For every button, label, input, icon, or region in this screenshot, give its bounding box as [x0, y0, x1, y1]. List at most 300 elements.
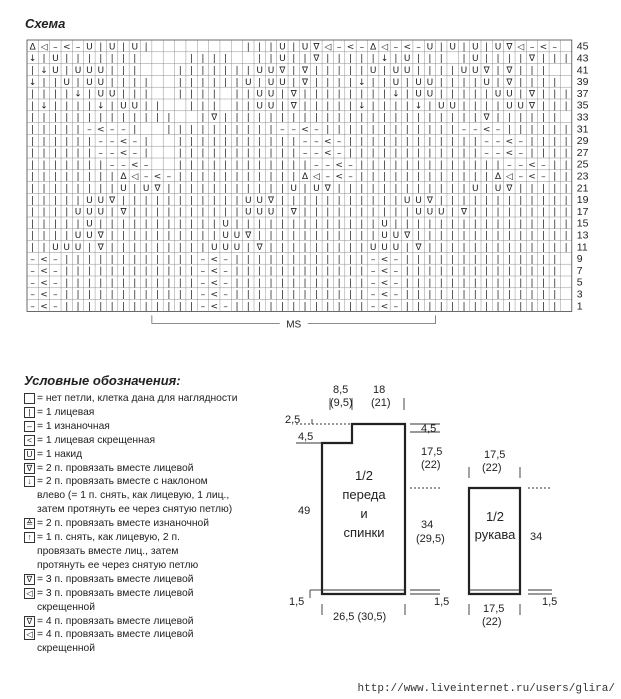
chart-cell-symbol: – [53, 254, 58, 265]
legend-text: = 2 п. провязать вместе с наклоном [37, 476, 208, 488]
chart-cell-symbol: | [53, 195, 57, 206]
chart-cell-symbol: | [348, 243, 352, 254]
chart-cell-symbol: | [428, 54, 432, 65]
chart-cell-symbol: | [394, 125, 398, 136]
chart-cell-symbol: | [76, 266, 80, 277]
legend-symbol: ↑ [24, 532, 35, 543]
dim-9-5: (9,5) [330, 397, 353, 409]
chart-cell-symbol: | [371, 125, 375, 136]
chart-cell-symbol: | [530, 290, 534, 301]
chart-cell-symbol: – [109, 125, 115, 136]
chart-cell-symbol: | [439, 66, 443, 77]
chart-cell-symbol: | [76, 278, 80, 289]
chart-cell-symbol: – [200, 278, 206, 289]
chart-cell-symbol: | [462, 266, 466, 277]
body-label-1: 1/2 [354, 468, 374, 483]
legend-symbol: ◁ [24, 629, 35, 640]
chart-cell-symbol: | [87, 89, 91, 100]
chart-cell-symbol: | [451, 125, 455, 136]
chart-cell-symbol: | [553, 113, 557, 124]
chart-cell-symbol: | [133, 54, 137, 65]
chart-cell-symbol: | [292, 66, 296, 77]
chart-cell-symbol: | [269, 172, 273, 183]
chart-cell-symbol: – [53, 302, 58, 313]
chart-cell-symbol: – [393, 42, 399, 53]
chart-cell-symbol: | [144, 89, 148, 100]
chart-cell-symbol: ◁ [505, 172, 513, 183]
chart-cell-symbol: | [258, 254, 262, 265]
chart-cell-symbol: | [178, 160, 182, 171]
chart-cell-symbol: ∇ [506, 77, 513, 88]
dim-21: (21) [371, 397, 391, 409]
chart-cell-symbol: < [40, 290, 48, 301]
chart-cell-symbol: | [235, 207, 239, 218]
chart-cell-symbol: | [314, 89, 318, 100]
chart-cell-symbol: | [190, 290, 194, 301]
legend-item [24, 531, 274, 545]
dim-34-sleeve: 34 [530, 531, 543, 543]
chart-cell-symbol: | [269, 184, 273, 195]
legend-text: = 1 изнаночная [37, 420, 110, 432]
chart-cell-symbol: | [303, 302, 307, 313]
chart-cell-symbol: ∇ [426, 195, 433, 206]
chart-cell-symbol: | [428, 113, 432, 124]
ms-label: MS [286, 319, 302, 331]
chart-cell-symbol: < [97, 125, 105, 136]
chart-cell-symbol: | [201, 125, 205, 136]
chart-cell-symbol: | [201, 136, 205, 147]
chart-cell-symbol: | [167, 231, 171, 242]
chart-cell-symbol: | [258, 42, 262, 53]
chart-cell-symbol: | [451, 89, 455, 100]
chart-cell-symbol: | [156, 278, 160, 289]
chart-cell-symbol: ∇ [154, 184, 161, 195]
chart-cell-symbol: | [99, 160, 103, 171]
chart-cell-symbol: | [428, 290, 432, 301]
chart-cell-symbol: U [494, 42, 502, 53]
row-number: 17 [576, 205, 589, 218]
chart-cell-symbol: | [167, 125, 171, 136]
chart-cell-symbol: | [65, 231, 69, 242]
chart-cell-symbol: | [553, 243, 557, 254]
chart-cell-symbol: U [403, 195, 411, 206]
chart-cell-symbol: | [530, 77, 534, 88]
chart-cell-symbol: – [132, 136, 138, 147]
legend-text: скрещенной [37, 601, 96, 613]
row-number: 9 [576, 253, 583, 266]
chart-cell-symbol: | [485, 219, 489, 230]
chart-cell-symbol: U [472, 42, 479, 53]
chart-cell-symbol: | [201, 89, 205, 100]
chart-cell-symbol: U [86, 66, 93, 77]
chart-cell-symbol: | [235, 66, 239, 77]
chart-cell-symbol: | [383, 184, 387, 195]
chart-cell-symbol: | [235, 113, 239, 124]
chart-cell-symbol: | [167, 302, 171, 313]
chart-cell-symbol: < [346, 42, 355, 53]
legend-symbol: < [24, 435, 35, 446]
chart-cell-symbol: | [235, 148, 239, 159]
chart-cell-symbol: | [371, 77, 375, 88]
chart-cell-symbol: | [280, 195, 284, 206]
chart-cell-symbol: | [269, 160, 273, 171]
chart-cell-symbol: – [518, 172, 523, 183]
chart-cell-symbol: U [86, 219, 93, 230]
chart-cell-symbol: ∇ [302, 77, 309, 88]
chart-cell-symbol: | [507, 254, 511, 265]
chart-cell-symbol: | [348, 184, 352, 195]
chart-cell-symbol: – [393, 290, 399, 301]
chart-cell-symbol: – [552, 42, 558, 53]
chart-cell-symbol: | [121, 219, 125, 230]
chart-cell-symbol: < [528, 172, 536, 183]
chart-cell-symbol: | [462, 101, 466, 112]
chart-cell-symbol: | [133, 219, 137, 230]
body-label-3: и [360, 506, 368, 521]
chart-cell-symbol: | [462, 148, 466, 159]
chart-cell-symbol: | [224, 207, 228, 218]
chart-cell-symbol: | [144, 266, 148, 277]
chart-cell-symbol: | [31, 101, 35, 112]
chart-cell-symbol: | [53, 77, 57, 88]
chart-cell-symbol: | [65, 148, 69, 159]
chart-cell-symbol: – [143, 160, 149, 171]
chart-cell-symbol: | [121, 195, 125, 206]
chart-cell-symbol: – [53, 266, 58, 277]
chart-cell-symbol: | [31, 66, 35, 77]
chart-cell-symbol: | [87, 160, 91, 171]
chart-cell-symbol: | [76, 125, 80, 136]
chart-cell-symbol: U [494, 184, 502, 195]
chart-cell-symbol: – [280, 125, 285, 136]
chart-cell-symbol: | [337, 254, 341, 265]
chart-cell-symbol: ∇ [313, 54, 320, 65]
chart-cell-symbol: | [405, 113, 409, 124]
chart-cell-symbol: | [451, 66, 455, 77]
watermark: http://www.liveinternet.ru/users/glira/ [357, 683, 615, 695]
chart-cell-symbol: | [485, 254, 489, 265]
chart-cell-symbol: | [65, 54, 69, 65]
chart-cell-symbol: | [371, 184, 375, 195]
chart-cell-symbol: – [336, 42, 342, 53]
chart-cell-symbol: ↓ [28, 77, 37, 88]
chart-cell-symbol: ∇ [120, 207, 127, 218]
chart-cell-symbol: | [144, 290, 148, 301]
chart-cell-symbol: | [303, 113, 307, 124]
chart-cell-symbol: | [462, 302, 466, 313]
chart-cell-symbol: ∇ [324, 184, 331, 195]
chart-cell-symbol: | [485, 54, 489, 65]
chart-cell-symbol: | [473, 266, 477, 277]
chart-cell-symbol: | [201, 54, 205, 65]
chart-cell-symbol: U [131, 42, 139, 53]
dim-26-5: 26,5 (30,5) [333, 611, 387, 623]
chart-cell-symbol: | [121, 42, 125, 53]
chart-cell-symbol: – [541, 160, 546, 171]
chart-cell-symbol: | [292, 113, 296, 124]
chart-cell-symbol: | [76, 101, 80, 112]
chart-cell-symbol: | [269, 125, 273, 136]
chart-cell-symbol: | [541, 231, 545, 242]
chart-cell-symbol: | [541, 184, 545, 195]
chart-cell-symbol: | [337, 101, 341, 112]
chart-cell-symbol: U [120, 101, 127, 112]
chart-cell-symbol: | [121, 266, 125, 277]
chart-cell-symbol: | [405, 101, 409, 112]
chart-cell-symbol: | [235, 254, 239, 265]
chart-cell-symbol: | [87, 302, 91, 313]
chart-cell-symbol: | [212, 172, 216, 183]
chart-cell-symbol: ∇ [415, 243, 422, 254]
chart-cell-symbol: | [485, 278, 489, 289]
dim-22-body: (22) [421, 459, 441, 471]
chart-cell-symbol: | [42, 172, 46, 183]
legend-item [24, 434, 274, 448]
chart-cell-symbol: < [40, 266, 48, 277]
chart-cell-symbol: | [541, 101, 545, 112]
chart-cell-symbol: | [53, 207, 57, 218]
chart-cell-symbol: | [405, 77, 409, 88]
chart-cell-symbol: | [178, 89, 182, 100]
chart-cell-symbol: | [326, 66, 330, 77]
chart-cell-symbol: | [417, 184, 421, 195]
chart-cell-symbol: – [200, 290, 206, 301]
chart-cell-symbol: | [428, 254, 432, 265]
chart-cell-symbol: | [428, 231, 432, 242]
chart-cell-symbol: | [76, 136, 80, 147]
chart-cell-symbol: | [201, 184, 205, 195]
row-number: 37 [576, 87, 589, 100]
chart-cell-symbol: | [42, 136, 46, 147]
chart-cell-symbol: | [348, 66, 352, 77]
chart-cell-symbol: | [133, 302, 137, 313]
chart-cell-symbol: | [417, 125, 421, 136]
chart-cell-symbol: | [178, 172, 182, 183]
legend-text: = 1 лицевая скрещенная [37, 434, 156, 446]
dim-22-sleeve-bottom: (22) [482, 616, 502, 628]
chart-cell-symbol: ↓ [40, 101, 48, 112]
chart-cell-symbol: ∇ [97, 243, 104, 254]
chart-cell-symbol: | [87, 278, 91, 289]
chart-cell-symbol: | [42, 89, 46, 100]
chart-cell-symbol: ∇ [211, 113, 218, 124]
chart-cell-symbol: | [439, 243, 443, 254]
chart-cell-symbol: U [74, 231, 82, 242]
chart-cell-symbol: | [280, 278, 284, 289]
chart-cell-symbol: | [258, 302, 262, 313]
chart-cell-symbol: | [121, 302, 125, 313]
chart-cell-symbol: | [167, 254, 171, 265]
chart-cell-symbol: | [553, 195, 557, 206]
chart-cell-symbol: | [439, 302, 443, 313]
chart-cell-symbol: – [325, 172, 331, 183]
chart-cell-symbol: U [256, 89, 263, 100]
chart-cell-symbol: | [348, 148, 352, 159]
chart-cell-symbol: < [210, 254, 219, 265]
chart-cell-symbol: | [178, 184, 182, 195]
chart-cell-symbol: | [314, 290, 318, 301]
chart-cell-symbol: | [246, 101, 250, 112]
chart-cell-symbol: | [439, 89, 443, 100]
chart-cell-symbol: | [541, 290, 545, 301]
chart-cell-symbol: U [142, 184, 150, 195]
chart-cell-symbol: | [473, 89, 477, 100]
chart-cell-symbol: | [439, 184, 443, 195]
chart-cell-symbol: – [495, 148, 501, 159]
chart-cell-symbol: | [428, 125, 432, 136]
chart-cell-symbol: | [519, 195, 523, 206]
chart-cell-symbol: | [439, 231, 443, 242]
chart-cell-symbol: | [519, 254, 523, 265]
chart-cell-symbol: | [178, 231, 182, 242]
chart-cell-symbol: | [530, 148, 534, 159]
chart-cell-symbol: | [439, 278, 443, 289]
chart-cell-symbol: | [428, 101, 432, 112]
chart-cell-symbol: U [267, 89, 275, 100]
chart-cell-symbol: | [190, 172, 194, 183]
chart-cell-symbol: | [110, 278, 114, 289]
chart-cell-symbol: | [235, 266, 239, 277]
chart-cell-symbol: | [485, 290, 489, 301]
chart-cell-symbol: ∇ [290, 89, 297, 100]
legend-text: = 1 лицевая [37, 406, 95, 418]
chart-cell-symbol: < [119, 136, 128, 147]
chart-cell-symbol: | [201, 243, 205, 254]
chart-cell-symbol: ◁ [517, 42, 525, 53]
chart-cell-symbol: < [380, 290, 389, 301]
chart-cell-symbol: – [370, 278, 376, 289]
chart-cell-symbol: | [144, 148, 148, 159]
chart-cell-symbol: | [507, 266, 511, 277]
chart-cell-symbol: | [303, 231, 307, 242]
chart-cell-symbol: | [360, 136, 364, 147]
chart-cell-symbol: | [99, 278, 103, 289]
chart-cell-symbol: | [110, 266, 114, 277]
chart-cell-symbol: | [110, 231, 114, 242]
chart-cell-symbol: | [99, 172, 103, 183]
chart-cell-symbol: | [451, 302, 455, 313]
legend-item [24, 392, 274, 406]
chart-cell-symbol: | [76, 148, 80, 159]
chart-cell-symbol: | [564, 219, 568, 230]
chart-cell-symbol: | [201, 101, 205, 112]
chart-cell-symbol: | [53, 113, 57, 124]
chart-cell-symbol: | [212, 77, 216, 88]
chart-cell-symbol: | [553, 54, 557, 65]
chart-cell-symbol: | [246, 184, 250, 195]
chart-cell-symbol: U [120, 184, 127, 195]
chart-cell-symbol: | [417, 290, 421, 301]
chart-cell-symbol: | [280, 290, 284, 301]
chart-cell-symbol: | [553, 125, 557, 136]
chart-cell-symbol: U [245, 77, 252, 88]
chart-cell-symbol: U [460, 66, 468, 77]
chart-cell-symbol: | [530, 113, 534, 124]
chart-cell-symbol: | [212, 195, 216, 206]
chart-cell-symbol: | [405, 302, 409, 313]
chart-cell-symbol: | [337, 266, 341, 277]
chart-cell-symbol: | [246, 302, 250, 313]
chart-cell-symbol: | [292, 160, 296, 171]
chart-cell-symbol: | [246, 113, 250, 124]
chart-cell-symbol: – [302, 148, 308, 159]
chart-cell-symbol: U [279, 77, 286, 88]
chart-cell-symbol: | [303, 207, 307, 218]
row-number: 39 [576, 76, 589, 89]
chart-cell-symbol: | [269, 148, 273, 159]
dim-4-5-left: 4,5 [298, 431, 314, 443]
chart-cell-symbol: | [156, 219, 160, 230]
chart-cell-symbol: | [246, 160, 250, 171]
chart-cell-symbol: ∇ [404, 231, 411, 242]
chart-cell-symbol: | [326, 302, 330, 313]
chart-cell-symbol: | [314, 77, 318, 88]
chart-cell-symbol: | [190, 184, 194, 195]
chart-cell-symbol: | [292, 172, 296, 183]
chart-cell-symbol: ∇ [529, 101, 536, 112]
chart-cell-symbol: | [292, 266, 296, 277]
chart-cell-symbol: | [541, 207, 545, 218]
chart-cell-symbol: | [326, 231, 330, 242]
chart-cell-symbol: | [31, 231, 35, 242]
chart-cell-symbol: | [439, 77, 443, 88]
chart-cell-symbol: U [210, 243, 218, 254]
chart-cell-symbol: ∇ [506, 184, 513, 195]
chart-cell-symbol: | [383, 66, 387, 77]
chart-cell-symbol: | [121, 113, 125, 124]
chart-cell-symbol: | [292, 77, 296, 88]
chart-cell-symbol: | [394, 101, 398, 112]
chart-cell-symbol: | [31, 184, 35, 195]
chart-cell-symbol: – [53, 290, 58, 301]
chart-cell-symbol: | [553, 231, 557, 242]
chart-cell-symbol: | [348, 278, 352, 289]
dim-18: 18 [373, 384, 386, 396]
chart-cell-symbol: | [360, 231, 364, 242]
chart-cell-symbol: | [133, 254, 137, 265]
chart-cell-symbol: | [496, 243, 500, 254]
chart-cell-symbol: | [462, 77, 466, 88]
chart-cell-symbol: | [235, 219, 239, 230]
chart-cell-symbol: | [314, 113, 318, 124]
chart-cell-symbol: – [348, 172, 353, 183]
legend-item [24, 503, 274, 517]
chart-cell-symbol: | [235, 136, 239, 147]
chart-cell-symbol: | [473, 113, 477, 124]
chart-cell-symbol: < [324, 136, 332, 147]
chart-cell-symbol: | [280, 219, 284, 230]
chart-cell-symbol: | [541, 278, 545, 289]
chart-cell-symbol: | [337, 125, 341, 136]
chart-cell-symbol: | [314, 231, 318, 242]
chart-cell-symbol: | [31, 136, 35, 147]
chart-cell-symbol: | [462, 243, 466, 254]
chart-cell-symbol: – [109, 160, 115, 171]
chart-cell-symbol: ∇ [313, 42, 320, 53]
chart-cell-symbol: – [291, 125, 296, 136]
chart-cell-symbol: | [496, 101, 500, 112]
chart-cell-symbol: | [190, 302, 194, 313]
chart-cell-symbol: – [166, 172, 172, 183]
chart-cell-symbol: | [314, 254, 318, 265]
chart-cell-symbol: | [269, 254, 273, 265]
chart-cell-symbol: | [564, 231, 568, 242]
chart-cell-symbol: | [303, 254, 307, 265]
chart-cell-symbol: U [369, 243, 377, 254]
chart-cell-symbol: | [383, 89, 387, 100]
chart-cell-symbol: – [30, 266, 35, 277]
chart-cell-symbol: | [348, 290, 352, 301]
